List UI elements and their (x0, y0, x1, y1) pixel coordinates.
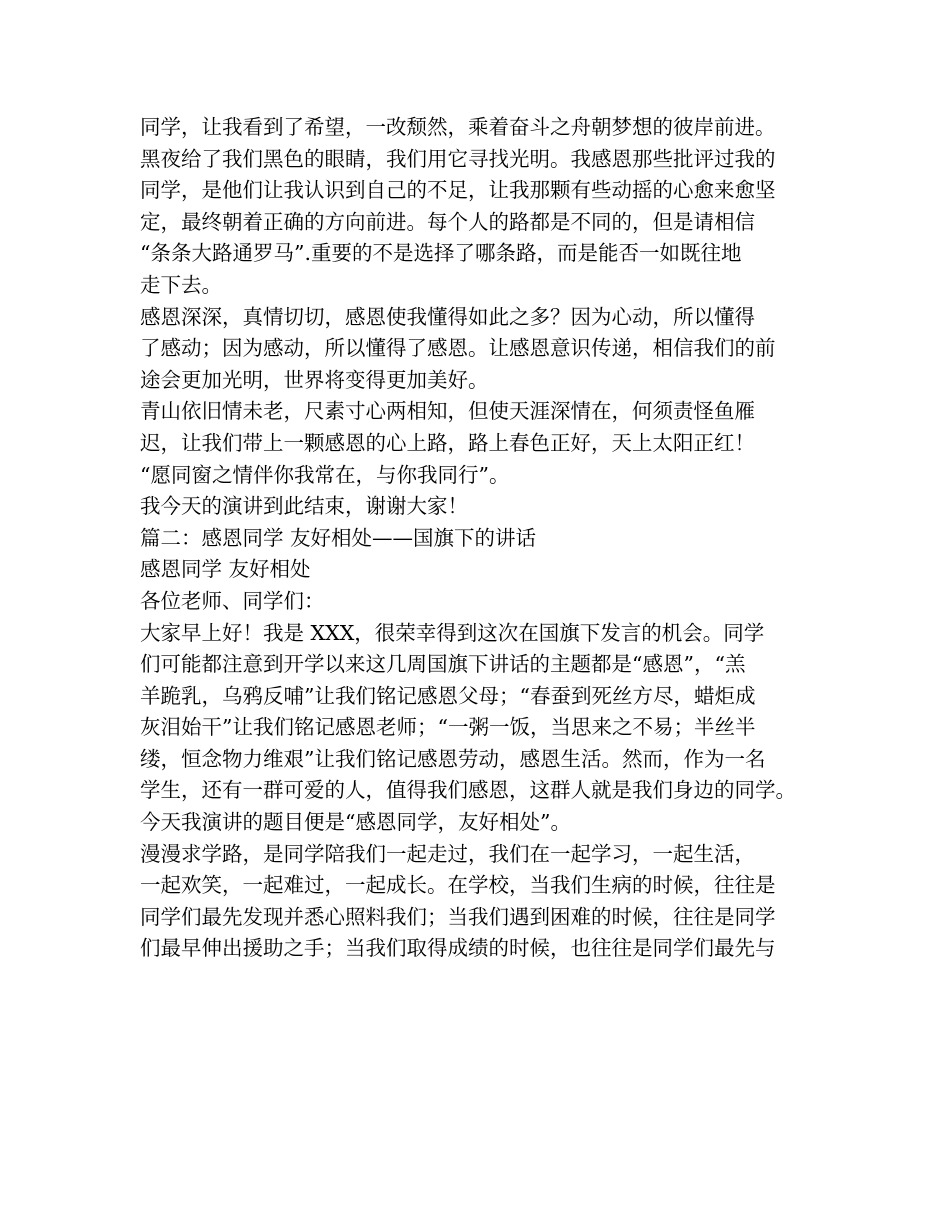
text-line: 灰泪始干”让我们铭记感恩老师；“一粥一饭，当思来之不易；半丝半 (140, 715, 756, 740)
text-line: 学生，还有一群可爱的人，值得我们感恩，这群人就是我们身边的同学。 (140, 778, 796, 803)
text-line: 感恩深深，真情切切，感恩使我懂得如此之多？因为心动，所以懂得 (140, 304, 755, 329)
text-line: 羊跪乳，乌鸦反哺”让我们铭记感恩父母；“春蚕到死丝方尽，蜡炬成 (140, 683, 756, 708)
text-line: 同学们最先发现并悉心照料我们；当我们遇到困难的时候，往往是同学 (140, 904, 776, 929)
text-line: 走下去。 (140, 272, 222, 297)
text-line: 黑夜给了我们黑色的眼睛，我们用它寻找光明。我感恩那些批评过我的 (140, 146, 776, 171)
text-line: 了感动；因为感动，所以懂得了感恩。让感恩意识传递，相信我们的前 (140, 336, 776, 361)
text-line: 同学，是他们让我认识到自己的不足，让我那颗有些动摇的心愈来愈坚 (140, 178, 776, 203)
text-line: 们最早伸出援助之手；当我们取得成绩的时候，也往往是同学们最先与 (140, 936, 776, 961)
text-line: 一起欢笑，一起难过，一起成长。在学校，当我们生病的时候，往往是 (140, 873, 776, 898)
text-line: “愿同窗之情伴你我常在，与你我同行”。 (140, 462, 510, 487)
document-body (140, 112, 830, 965)
text-line: 迟，让我们带上一颗感恩的心上路，路上春色正好，天上太阳正红！ (140, 430, 755, 455)
text-line: 定，最终朝着正确的方向前进。每个人的路都是不同的，但是请相信 (140, 209, 755, 234)
text-line: 同学，让我看到了希望，一改颓然，乘着奋斗之舟朝梦想的彼岸前进。 (140, 115, 776, 139)
text-line: 我今天的演讲到此结束，谢谢大家！ (140, 494, 468, 519)
text-line: 大家早上好！我是 XXX，很荣幸得到这次在国旗下发言的机会。同学 (140, 620, 765, 645)
text-line: 们可能都注意到开学以来这几周国旗下讲话的主题都是“感恩”，“羔 (140, 652, 746, 677)
text-line: “条条大路通罗马”.重要的不是选择了哪条路，而是能否一如既往地 (140, 241, 742, 266)
text-line: 青山依旧情未老，尺素寸心两相知，但使天涯深情在，何须责怪鱼雁 (140, 399, 755, 424)
text-line: 漫漫求学路，是同学陪我们一起走过，我们在一起学习，一起生活， (140, 841, 755, 866)
section-heading: 篇二：感恩同学 友好相处——国旗下的讲话 (140, 525, 537, 550)
speech-title: 感恩同学 友好相处 (140, 557, 311, 582)
text-line: 今天我演讲的题目便是“感恩同学，友好相处”。 (140, 810, 571, 835)
salutation: 各位老师、同学们： (140, 588, 325, 613)
text-line: 途会更加光明，世界将变得更加美好。 (140, 367, 489, 392)
text-line: 缕，恒念物力维艰”让我们铭记感恩劳动，感恩生活。然而，作为一名 (140, 746, 766, 771)
